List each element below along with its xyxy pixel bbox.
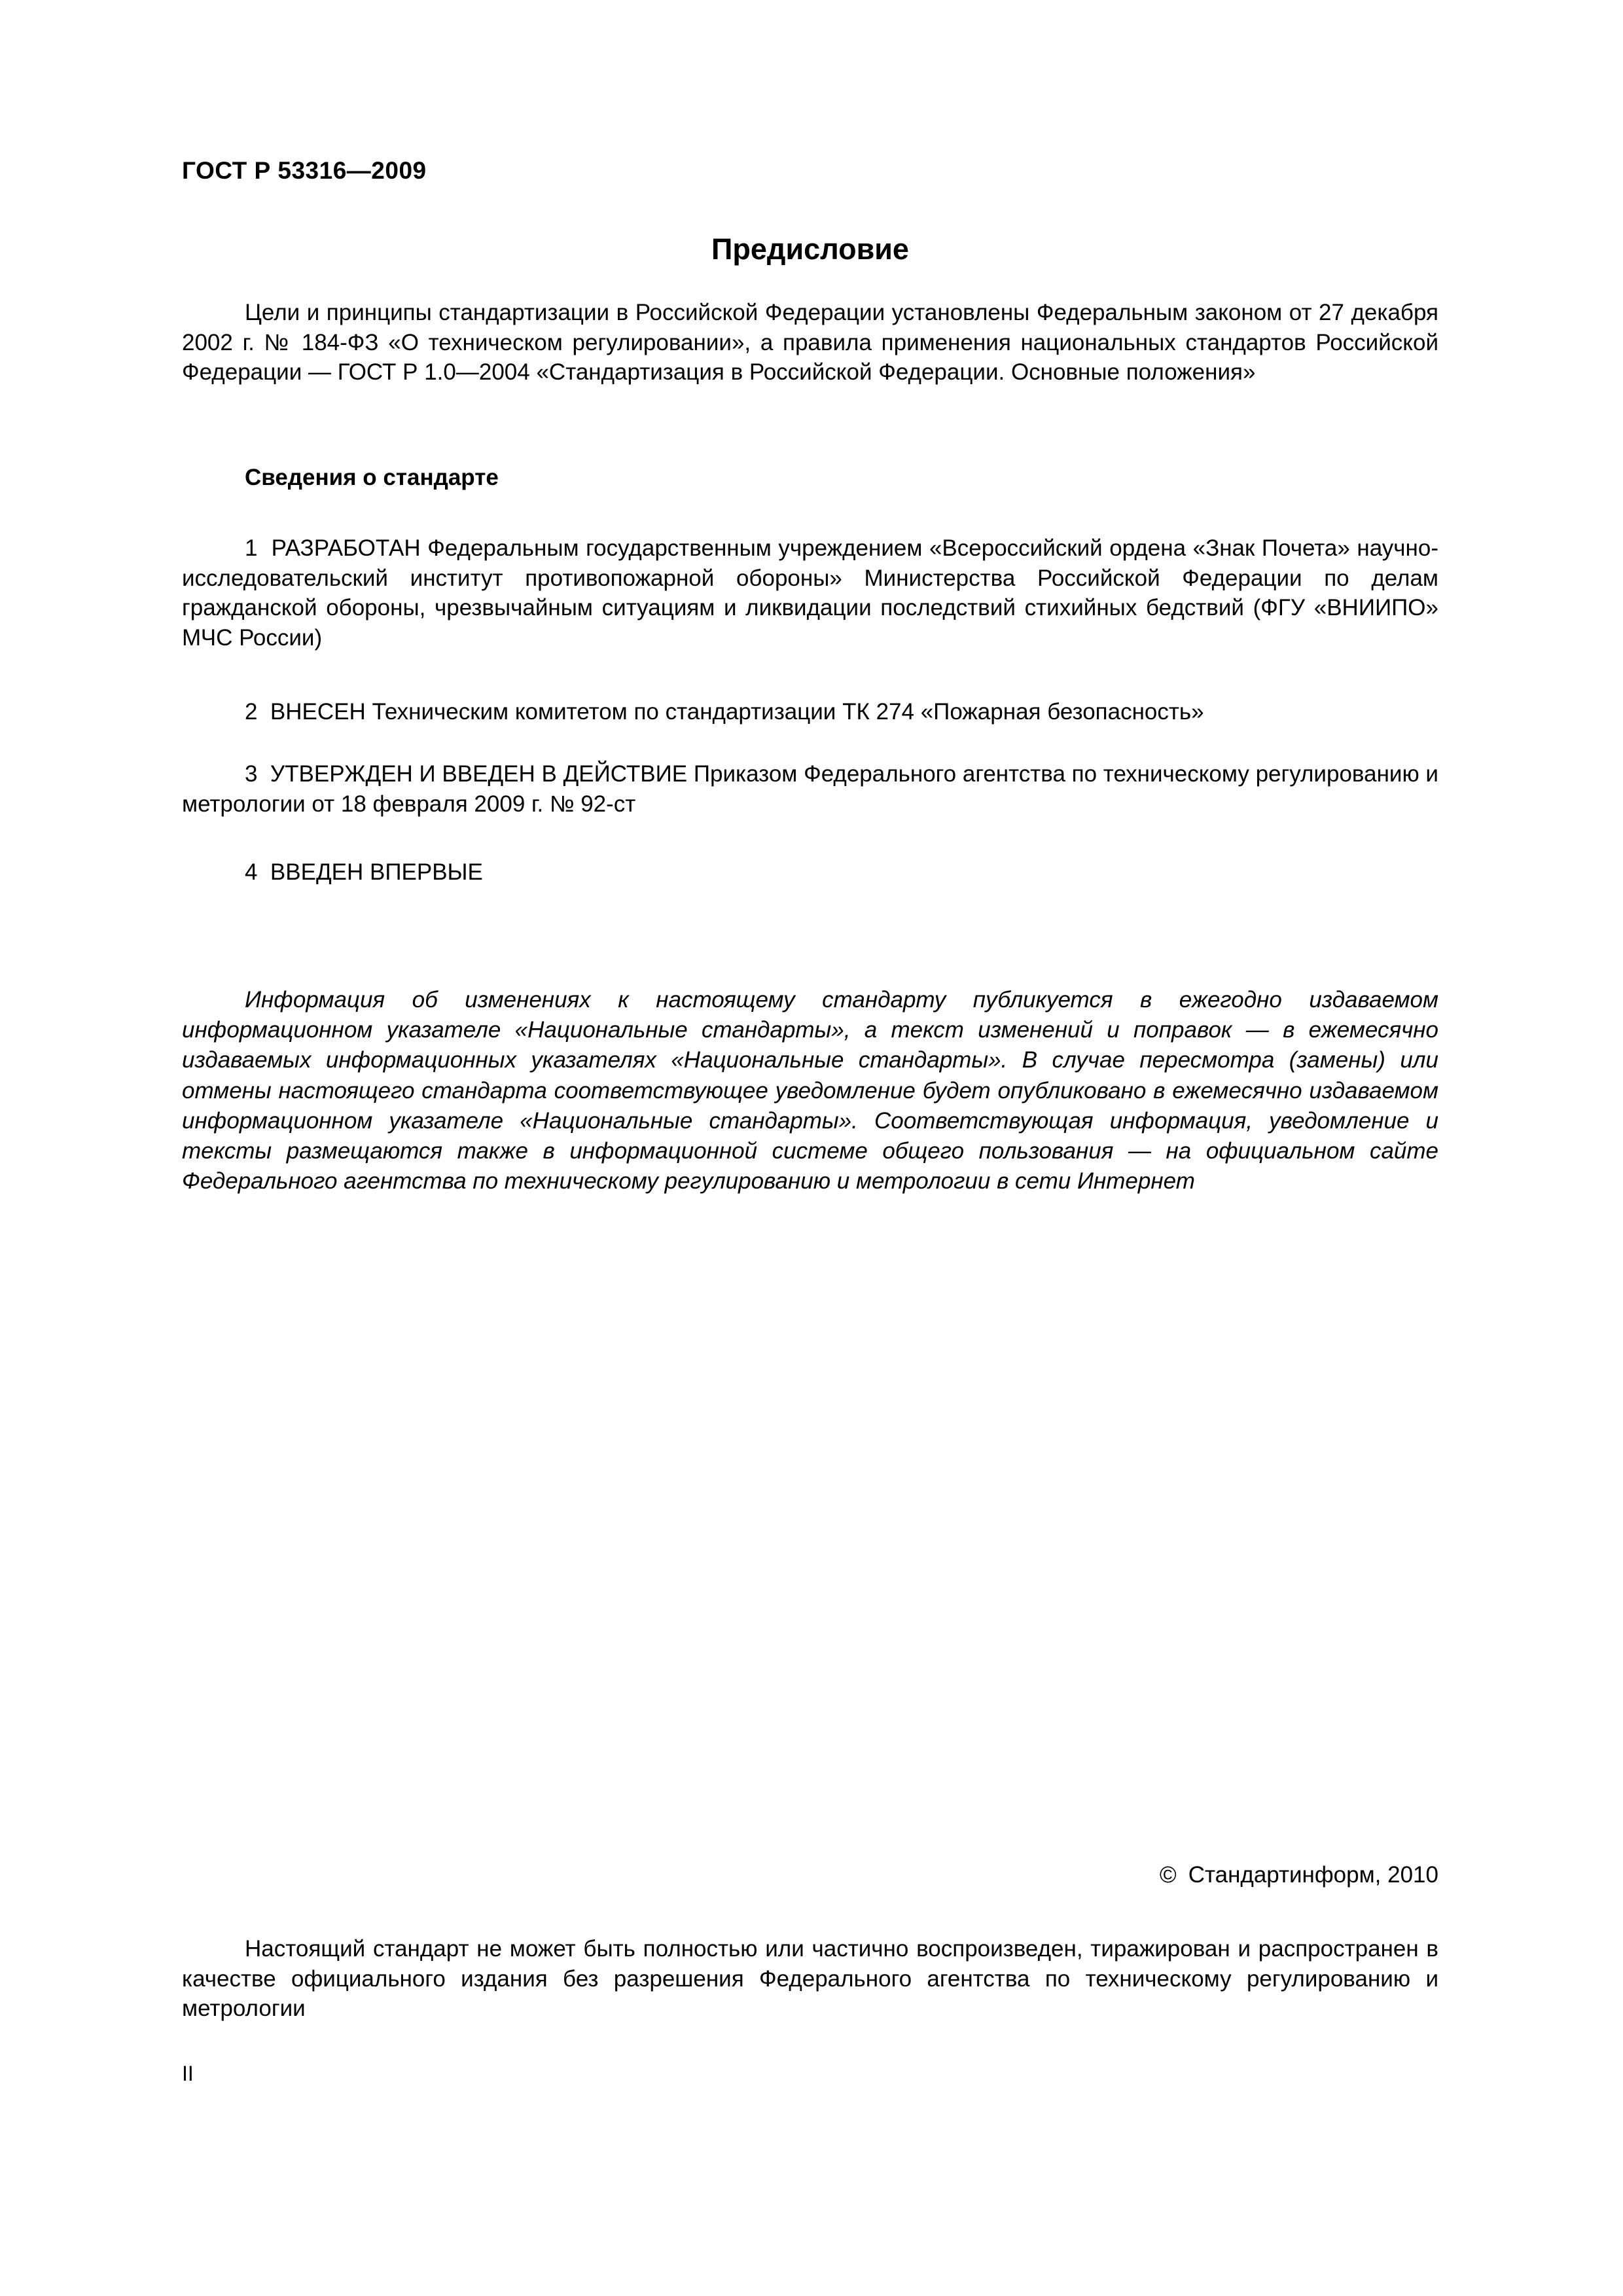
- document-standard-number: ГОСТ Р 53316—2009: [182, 157, 427, 184]
- page-content: [182, 0, 1438, 2296]
- clause-3-number: 3: [245, 761, 258, 787]
- clause-1-number: 1: [245, 535, 258, 561]
- clause-2-text: ВНЕСЕН Техническим комитетом по стандартизации ТК 274 «Пожарная безопасность»: [270, 699, 1204, 725]
- copyright-text: Стандартинформ, 2010: [1188, 1862, 1438, 1888]
- section-heading-standard-info: Сведения о стандарте: [245, 465, 499, 490]
- clause-2-number: 2: [245, 699, 258, 725]
- clause-2: [182, 697, 1438, 727]
- clause-4-text: ВВЕДЕН ВПЕРВЫЕ: [270, 859, 483, 885]
- page-number: II: [182, 2062, 194, 2085]
- intro-paragraph: Цели и принципы стандартизации в Российской Федерации установлены Федеральным законом от 27 декабря 2002 г. № 184-ФЗ «О техническом регулировании», а правила применения национальных стандартов Российской Федерации — ГОСТ Р 1.0—2004 «Стандартизация в Российской Федерации. Основные положения»: [182, 300, 1438, 385]
- clause-3-text: УТВЕРЖДЕН И ВВЕДЕН В ДЕЙСТВИЕ Приказом Федерального агентства по техническому регулированию и метрологии от 18 февраля 2009 г. № 92-ст: [182, 761, 1438, 817]
- clause-1-text: РАЗРАБОТАН Федеральным государственным учреждением «Всероссийский ордена «Знак Почета» научно-исследовательский институт противопожарной обороны» Министерства Российской Федерации по делам гражданской обороны, чрезвычайным ситуациям и ликвидации последствий стихийных бедствий (ФГУ «ВНИИПО» МЧС России): [182, 535, 1438, 651]
- clause-4: [182, 857, 1438, 888]
- reproduction-note: Настоящий стандарт не может быть полностью или частично воспроизведен, тиражирован и распространен в качестве официального издания без разрешения Федерального агентства по техническому регулированию и метрологии: [182, 1936, 1438, 2021]
- copyright-line: [182, 1862, 1438, 1888]
- clause-1: [182, 533, 1438, 653]
- page-title: Предисловие: [711, 232, 909, 266]
- clause-4-number: 4: [245, 859, 258, 885]
- clause-3: [182, 759, 1438, 819]
- copyright-icon: ©: [1159, 1862, 1177, 1888]
- amendment-notice: Информация об изменениях к настоящему стандарту публикуется в ежегодно издаваемом информационном указателе «Национальные стандарты», а текст изменений и поправок — в ежемесячно издаваемых информационных указателях «Национальные стандарты». В случае пересмотра (замены) или отмены настоящего стандарта соответствующее уведомление будет опубликовано в ежемесячно издаваемом информационном указателе «Национальные стандарты». Соответствующая информация, уведомление и тексты размещаются также в информационной системе общего пользования — на официальном сайте Федерального агентства по техническому регулированию и метрологии в сети Интернет: [182, 987, 1438, 1194]
